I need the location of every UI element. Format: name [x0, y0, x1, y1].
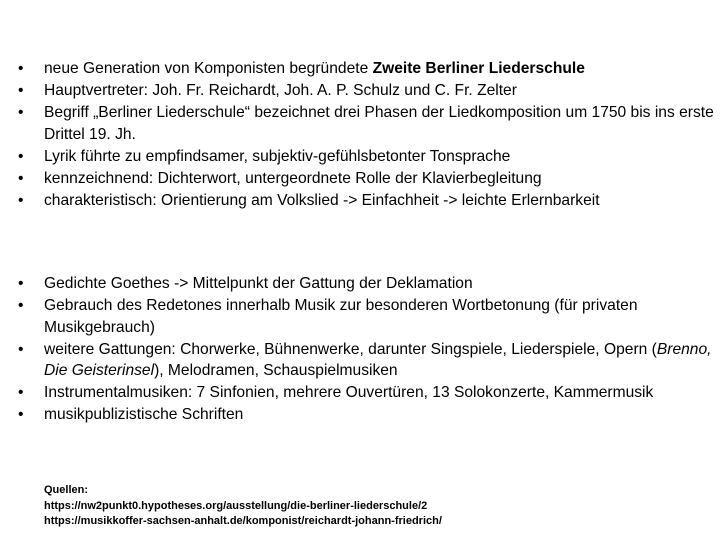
bullet-text-bold: Zweite Berliner Liederschule: [372, 60, 585, 77]
bullet-item: [18, 273, 714, 295]
bullet-item: [18, 168, 714, 190]
bullet-item: [18, 295, 714, 338]
bullet-text: Begriff „Berliner Liederschule“ bezeichnet drei Phasen der Liedkomposition um 1750 bis ins erste Drittel 19. Jh.: [44, 104, 714, 143]
bullet-text: Gedichte Goethes -> Mittelpunkt der Gattung der Deklamation: [44, 275, 473, 292]
bullet-item: [18, 102, 714, 145]
bullet-text: Gebrauch des Redetones innerhalb Musik zur besonderen Wortbetonung (für privaten Musikgebrauch): [44, 297, 638, 336]
bullet-icon: •: [18, 384, 24, 401]
bullet-icon: •: [18, 60, 24, 77]
bullet-list-berliner-liederschule: [18, 58, 714, 212]
source-link[interactable]: https://musikkoffer-sachsen-anhalt.de/komponist/reichardt-johann-friedrich/: [44, 515, 442, 527]
bullet-icon: •: [18, 169, 24, 187]
bullet-item: [18, 382, 714, 404]
bullet-item: [18, 58, 714, 80]
bullet-icon: •: [18, 406, 24, 423]
bullet-text: Hauptvertreter: Joh. Fr. Reichardt, Joh. A. P. Schulz und C. Fr. Zelter: [44, 82, 517, 99]
bullet-item: [18, 80, 714, 102]
bullet-list-reichardt: [18, 273, 714, 426]
sources-heading: Quellen:: [44, 484, 89, 496]
bullet-icon: •: [18, 147, 24, 165]
bullet-text: Lyrik führte zu empfindsamer, subjektiv-gefühlsbetonter Tonsprache: [44, 147, 511, 165]
bullet-icon: •: [18, 275, 24, 292]
bullet-text: neue Generation von Komponisten begründete: [44, 60, 373, 77]
bullet-text: Instrumentalmusiken: 7 Sinfonien, mehrere Ouvertüren, 13 Solokonzerte, Kammermusik: [44, 384, 654, 401]
bullet-icon: •: [18, 191, 24, 209]
bullet-text-italic: Brenno, Die Geisterinsel: [44, 340, 712, 379]
sources-block: [44, 483, 442, 530]
bullet-item: [18, 190, 714, 212]
bullet-item: [18, 339, 714, 382]
bullet-text: charakteristisch: Orientierung am Volkslied -> Einfachheit -> leichte Erlernbarkeit: [44, 191, 600, 209]
bullet-text: musikpublizistische Schriften: [44, 406, 244, 423]
source-link[interactable]: https://nw2punkt0.hypotheses.org/ausstellung/die-berliner-liederschule/2: [44, 499, 428, 512]
bullet-icon: •: [18, 340, 24, 358]
bullet-item: [18, 146, 714, 168]
bullet-text: kennzeichnend: Dichterwort, untergeordnete Rolle der Klavierbegleitung: [44, 169, 542, 187]
bullet-text: weitere Gattungen: Chorwerke, Bühnenwerke, darunter Singspiele, Liederspiele, Opern (: [44, 340, 657, 358]
bullet-icon: •: [18, 297, 24, 314]
bullet-item: [18, 404, 714, 426]
bullet-icon: •: [18, 104, 24, 121]
bullet-text: ), Melodramen, Schauspielmusiken: [154, 362, 398, 379]
bullet-icon: •: [18, 82, 24, 99]
